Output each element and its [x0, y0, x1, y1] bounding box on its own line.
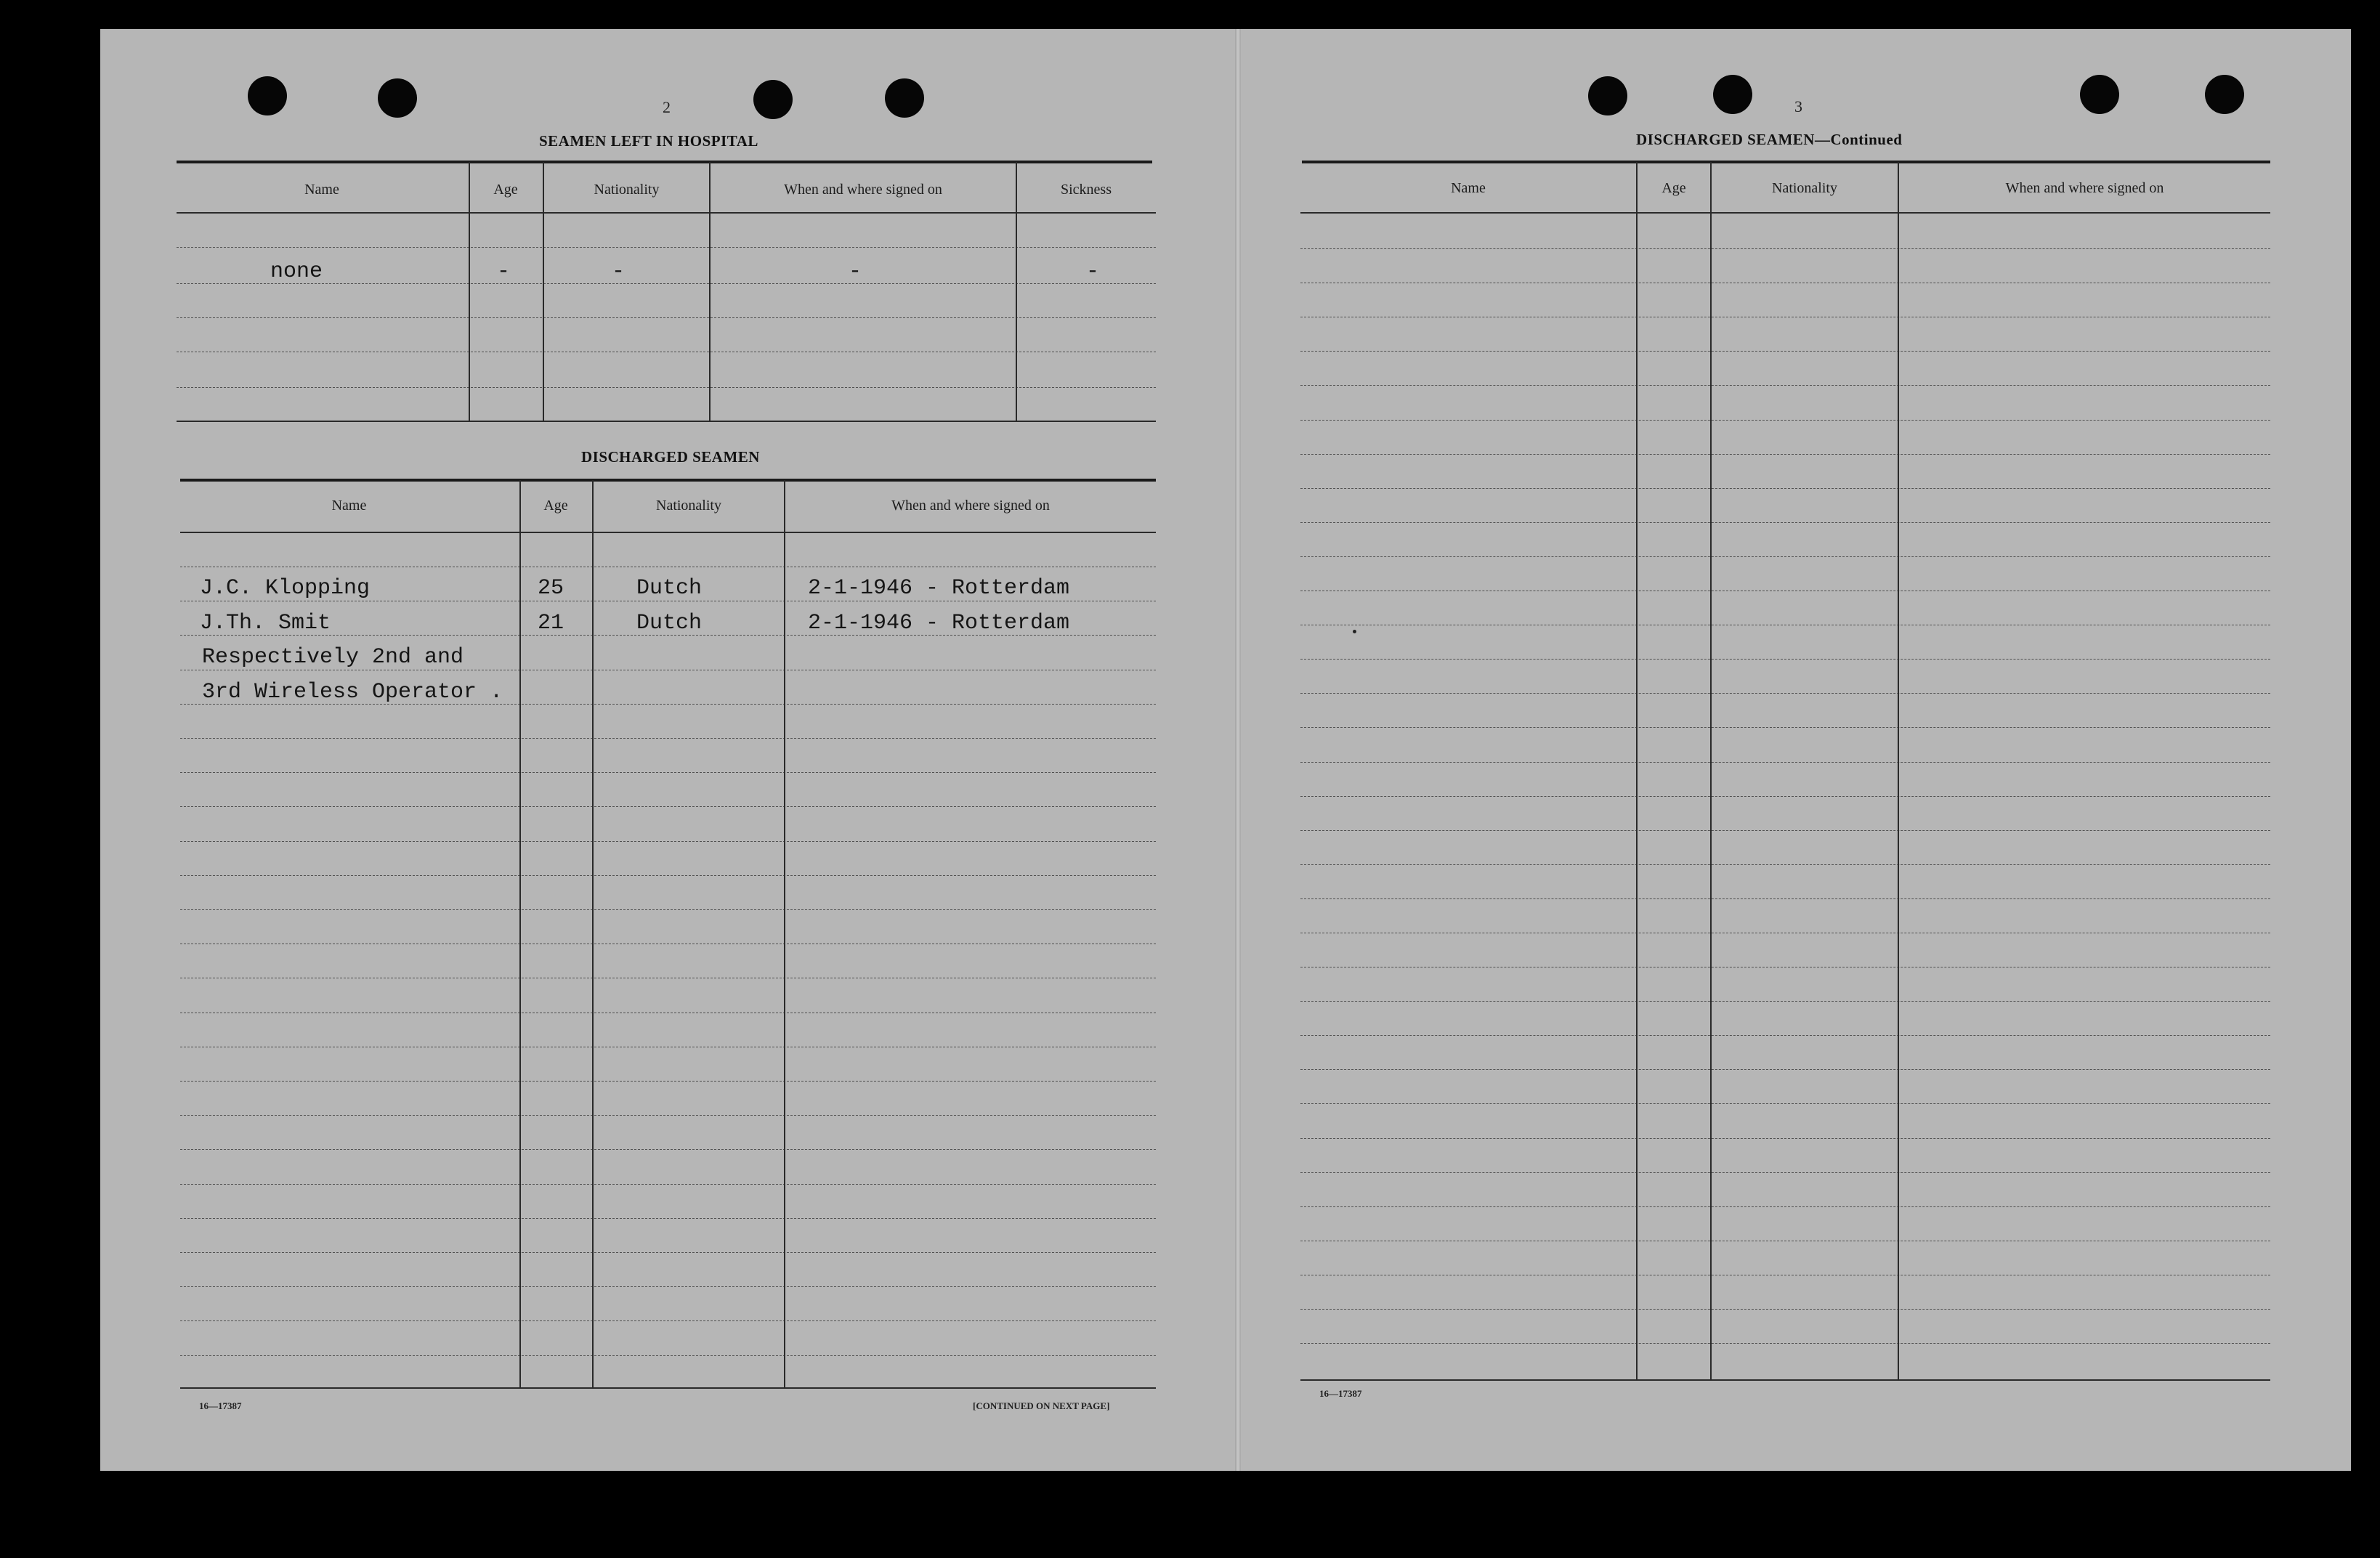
ruled-line: [180, 772, 1156, 773]
discharged-col-divider: [519, 480, 521, 1387]
ruled-line: [180, 1286, 1156, 1287]
ruled-line: [180, 738, 1156, 739]
right-header-nationality: Nationality: [1772, 180, 1837, 196]
hospital-row-line: [177, 283, 1156, 284]
hospital-entry-age: -: [497, 259, 511, 284]
hospital-section-title: SEAMEN LEFT IN HOSPITAL: [539, 132, 758, 150]
ruled-line: [180, 1355, 1156, 1356]
right-header-age: Age: [1661, 180, 1686, 196]
right-form-number: 16—17387: [1319, 1388, 1362, 1399]
ruled-line: [180, 1115, 1156, 1116]
punch-hole: [2205, 75, 2244, 114]
discharged-row-1-nationality: Dutch: [636, 576, 703, 601]
ruled-line: [180, 1320, 1156, 1321]
discharged-row-2-signed-on: 2-1-1946 - Rotterdam: [808, 611, 1070, 636]
ruled-line: [1300, 727, 2270, 728]
ruled-line: [1300, 556, 2270, 557]
discharged-note-line-2: 3rd Wireless Operator .: [202, 680, 503, 705]
hospital-entry-nationality: -: [612, 259, 626, 284]
ruled-line: [1300, 1309, 2270, 1310]
punch-hole: [885, 78, 924, 118]
discharged-note-line-1: Respectively 2nd and: [202, 645, 464, 670]
ink-dot: [1353, 630, 1356, 633]
discharged-header-rule: [180, 532, 1156, 533]
right-table-bottom-rule: [1300, 1379, 2270, 1381]
ruled-line: [1300, 1343, 2270, 1344]
right-col-divider: [1898, 162, 1899, 1379]
ruled-line: [1300, 1035, 2270, 1036]
ruled-line: [180, 806, 1156, 807]
discharged-section-title: DISCHARGED SEAMEN: [581, 448, 760, 466]
hospital-header-signed-on: When and where signed on: [784, 182, 942, 198]
hospital-row-line: [177, 247, 1156, 248]
ruled-line: [180, 875, 1156, 876]
ruled-line: [180, 1149, 1156, 1150]
ruled-line: [1300, 1206, 2270, 1207]
discharged-header-nationality: Nationality: [656, 498, 721, 514]
punch-hole: [753, 80, 793, 119]
hospital-entry-signed-on: -: [849, 259, 862, 284]
right-title-main: DISCHARGED SEAMEN: [1636, 131, 1815, 148]
ruled-line: [1300, 1103, 2270, 1104]
right-page-number: 3: [1794, 97, 1802, 115]
document-sheet: [100, 29, 2351, 1471]
discharged-row-1-age: 25: [538, 576, 564, 601]
ruled-line: [1300, 1172, 2270, 1173]
hospital-col-divider: [709, 162, 711, 421]
discharged-table-top-rule: [180, 479, 1156, 482]
hospital-header-nationality: Nationality: [594, 182, 660, 198]
ruled-line: [1300, 1069, 2270, 1070]
right-col-divider: [1710, 162, 1712, 1379]
ruled-line: [1300, 659, 2270, 660]
right-section-title: [1636, 131, 1902, 149]
discharged-col-divider: [784, 480, 785, 1387]
hospital-table-top-rule: [177, 161, 1152, 163]
ruled-line: [1300, 796, 2270, 797]
page-fold: [1235, 29, 1241, 1471]
right-header-name: Name: [1451, 180, 1486, 196]
hospital-header-rule: [177, 212, 1156, 214]
ruled-line: [180, 1184, 1156, 1185]
punch-hole: [378, 78, 417, 118]
discharged-table-bottom-rule: [180, 1387, 1156, 1389]
hospital-header-age: Age: [493, 182, 518, 198]
ruled-line: [1300, 522, 2270, 523]
ruled-line: [1300, 762, 2270, 763]
ruled-line: [1300, 693, 2270, 694]
hospital-col-divider: [543, 162, 544, 421]
discharged-row-1-name: J.C. Klopping: [200, 576, 371, 601]
discharged-header-signed-on: When and where signed on: [891, 498, 1050, 514]
discharged-header-age: Age: [543, 498, 568, 514]
right-col-divider: [1636, 162, 1638, 1379]
ruled-line: [1300, 248, 2270, 249]
ruled-line: [180, 1218, 1156, 1219]
discharged-row-1-signed-on: 2-1-1946 - Rotterdam: [808, 576, 1070, 601]
ruled-line: [180, 909, 1156, 910]
ruled-line: [1300, 1001, 2270, 1002]
punch-hole: [2080, 75, 2119, 114]
right-header-rule: [1300, 212, 2270, 214]
right-title-suffix: —Continued: [1814, 131, 1903, 148]
ruled-line: [180, 1252, 1156, 1253]
discharged-row-2-age: 21: [538, 611, 564, 636]
ruled-line: [1300, 898, 2270, 899]
hospital-table-bottom-rule: [177, 421, 1156, 422]
punch-hole: [248, 76, 287, 115]
hospital-entry-sickness: -: [1086, 259, 1100, 284]
hospital-header-sickness: Sickness: [1061, 182, 1112, 198]
ruled-line: [1300, 488, 2270, 489]
left-page-number: 2: [663, 98, 671, 116]
discharged-col-divider: [592, 480, 594, 1387]
hospital-col-divider: [1016, 162, 1017, 421]
discharged-row-2-name: J.Th. Smit: [200, 611, 331, 636]
ruled-line: [180, 1081, 1156, 1082]
ruled-line: [1300, 351, 2270, 352]
left-form-number: 16—17387: [199, 1400, 242, 1411]
continued-note: [CONTINUED ON NEXT PAGE]: [973, 1400, 1110, 1411]
ruled-line: [1300, 1138, 2270, 1139]
hospital-row-line: [177, 317, 1156, 318]
hospital-col-divider: [469, 162, 470, 421]
ruled-line: [1300, 454, 2270, 455]
ruled-line: [1300, 864, 2270, 865]
hospital-row-line: [177, 387, 1156, 388]
punch-hole: [1713, 75, 1752, 114]
discharged-row-2-nationality: Dutch: [636, 611, 703, 636]
hospital-header-name: Name: [304, 182, 339, 198]
right-table-top-rule: [1302, 161, 2270, 163]
ruled-line: [1300, 385, 2270, 386]
hospital-entry-name: none: [270, 259, 323, 284]
discharged-header-name: Name: [331, 498, 367, 514]
ruled-line: [1300, 420, 2270, 421]
punch-hole: [1588, 76, 1627, 115]
ruled-line: [1300, 830, 2270, 831]
right-header-signed-on: When and where signed on: [2005, 180, 2164, 196]
ruled-line: [180, 841, 1156, 842]
